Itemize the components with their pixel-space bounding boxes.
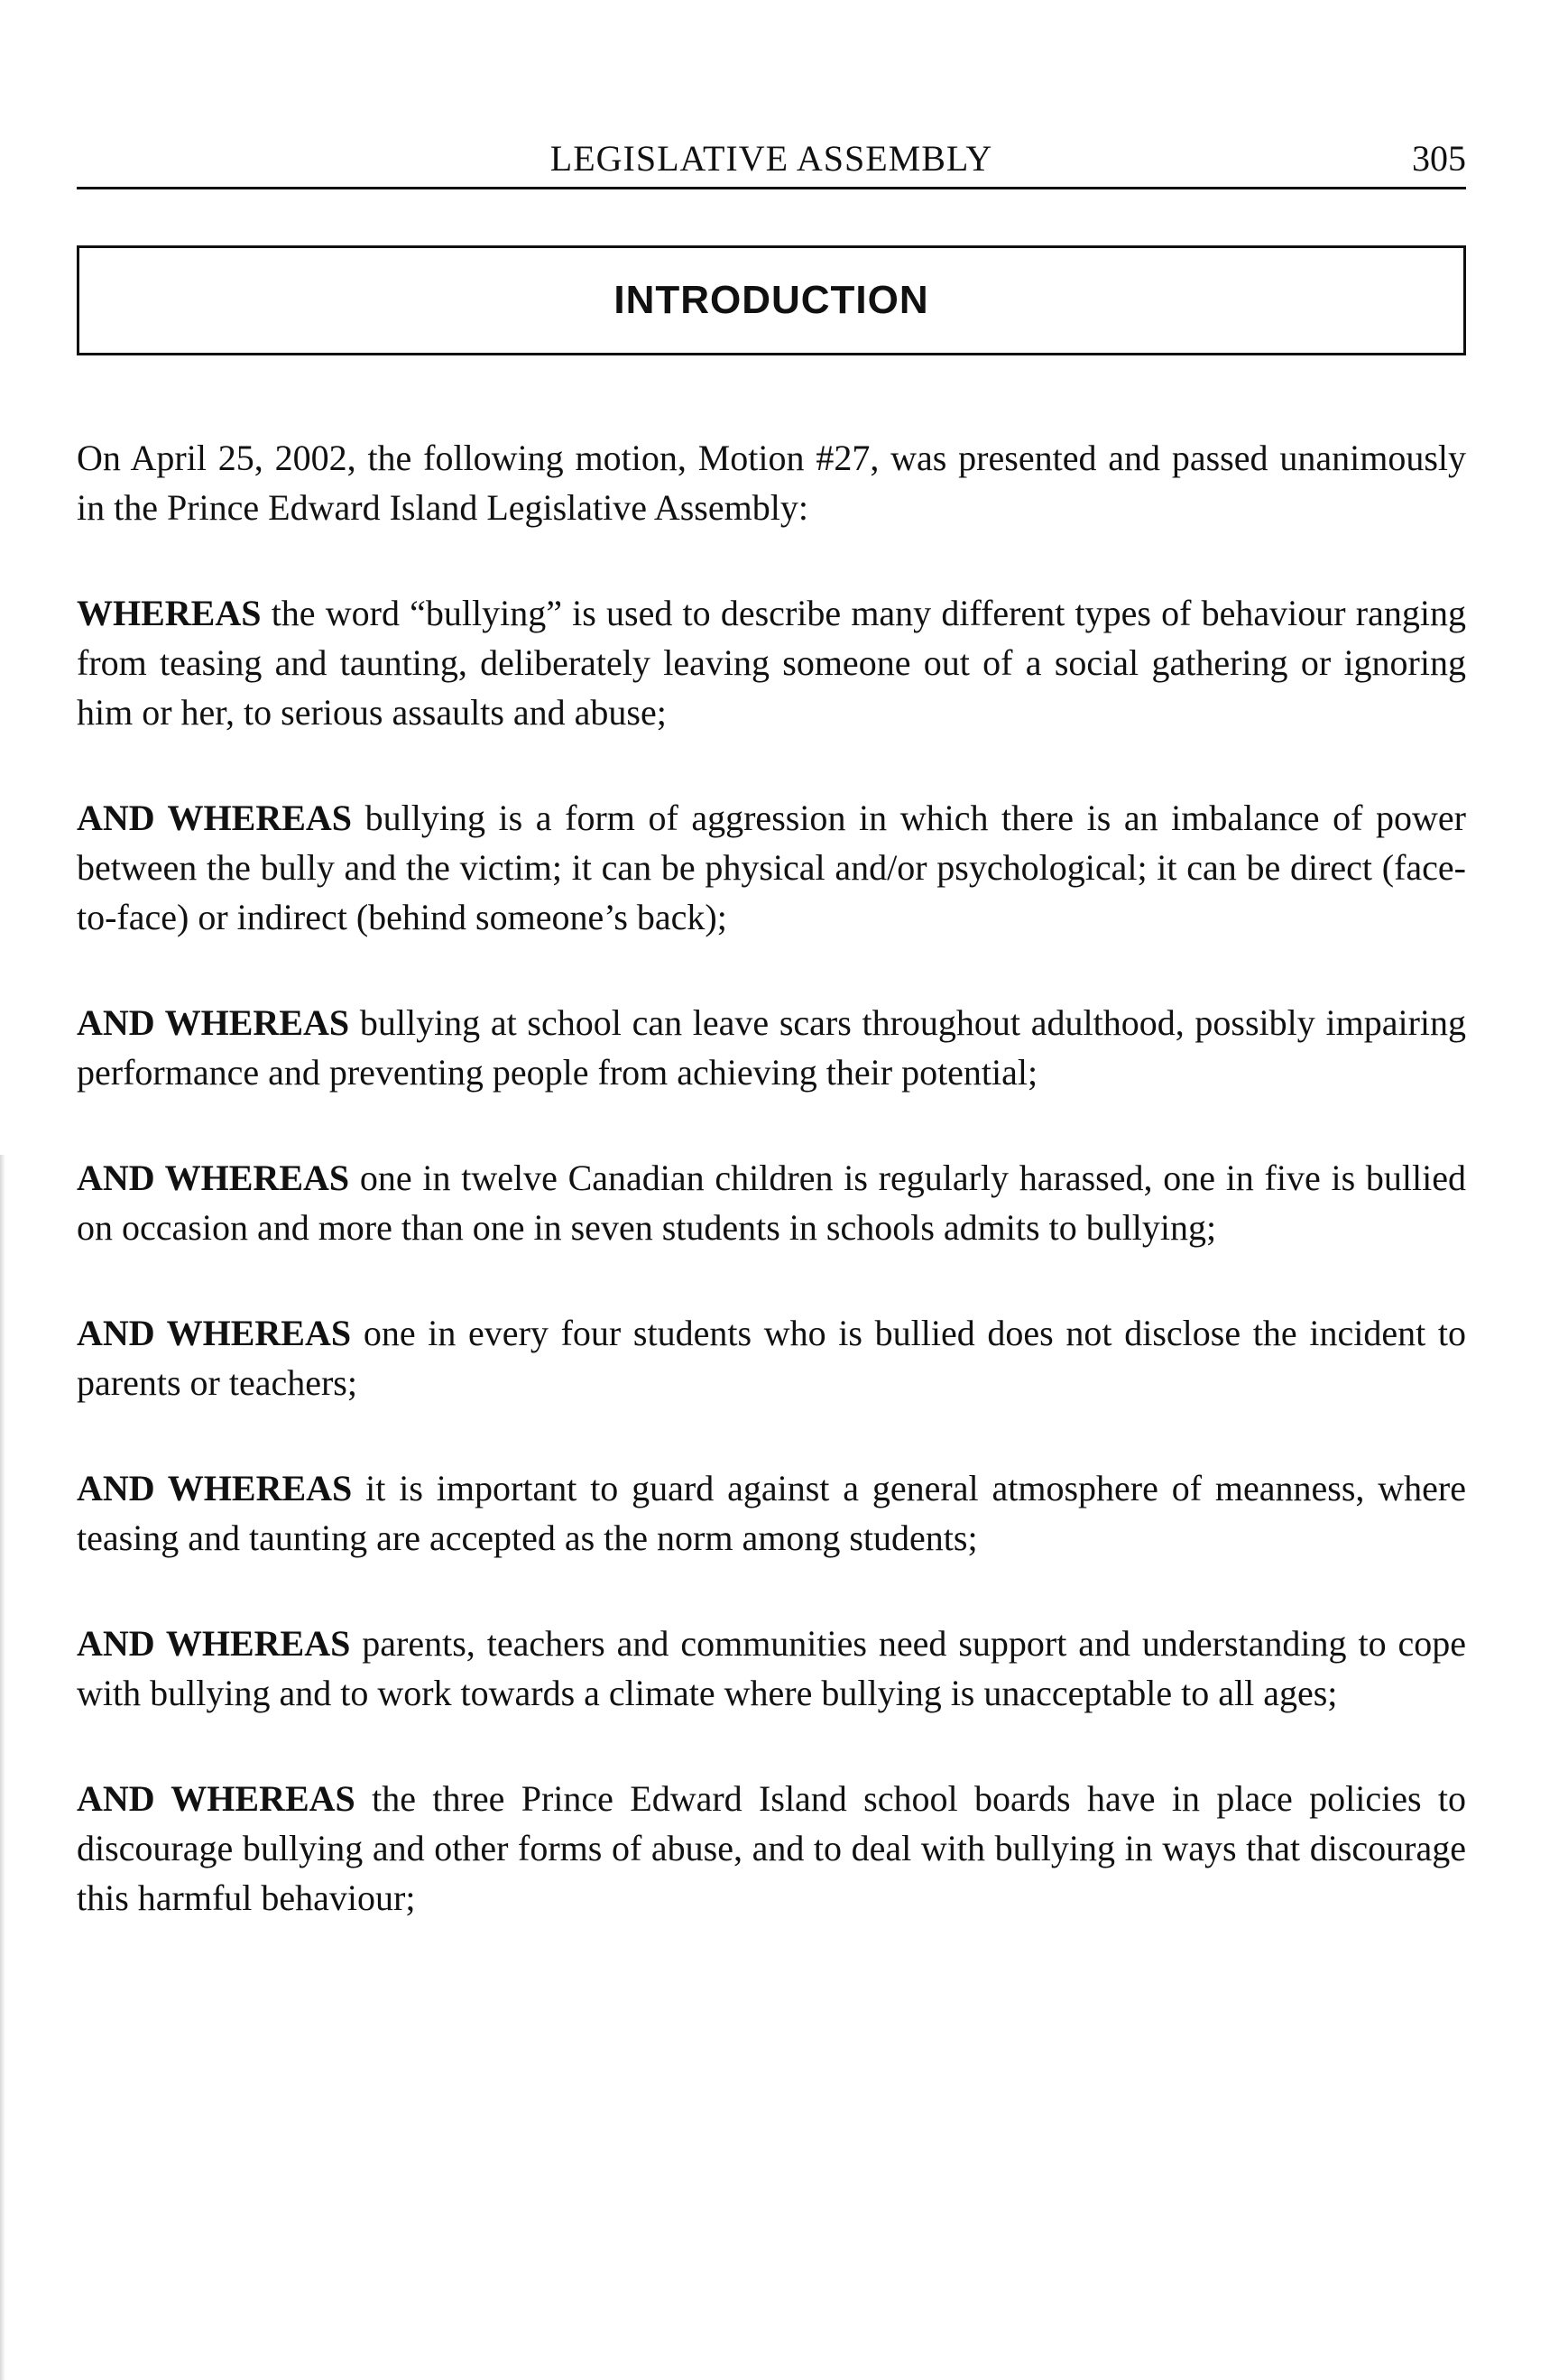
clause-paragraph bbox=[77, 793, 1466, 942]
clause-lead: AND WHEREAS bbox=[77, 798, 353, 838]
clause-lead: AND WHEREAS bbox=[77, 1158, 350, 1198]
clause-paragraph bbox=[77, 1463, 1466, 1563]
section-title-box bbox=[77, 245, 1466, 355]
clause-text: the word “bullying” is used to describe many different types of behaviour ranging from teasing and taunting, deliberately leaving someone out of a social gathering or ignoring him or her, to serious assaults and abuse; bbox=[77, 593, 1466, 733]
clause-paragraph bbox=[77, 1308, 1466, 1407]
clause-paragraph bbox=[77, 1153, 1466, 1252]
clause-paragraph bbox=[77, 1619, 1466, 1718]
page-edge-shadow bbox=[0, 1155, 5, 2380]
clause-text: one in twelve Canadian children is regularly harassed, one in five is bullied on occasion and more than one in seven students in schools admits to bullying; bbox=[77, 1158, 1466, 1248]
clause-lead: AND WHEREAS bbox=[77, 1623, 351, 1664]
clause-lead: AND WHEREAS bbox=[77, 1002, 350, 1043]
clause-text: parents, teachers and communities need support and understanding to cope with bullying and to work towards a climate where bullying is unacceptable to all ages; bbox=[77, 1623, 1466, 1713]
clause-text: one in every four students who is bullied does not disclose the incident to parents or teachers; bbox=[77, 1313, 1466, 1403]
clause-paragraph bbox=[77, 1774, 1466, 1923]
clause-text: it is important to guard against a general atmosphere of meanness, where teasing and taunting are accepted as the norm among students; bbox=[77, 1468, 1466, 1558]
clause-text: bullying is a form of aggression in which there is an imbalance of power between the bully and the victim; it can be physical and/or psychological; it can be direct (face-to-face) or indirect (behind someone’s back); bbox=[77, 798, 1466, 937]
clause-lead: AND WHEREAS bbox=[77, 1313, 352, 1353]
running-title: LEGISLATIVE ASSEMBLY bbox=[549, 138, 993, 179]
clause-text: the three Prince Edward Island school boards have in place policies to discourage bullying and other forms of abuse, and to deal with bullying in ways that discourage this harmful behaviour; bbox=[77, 1778, 1466, 1918]
running-header bbox=[77, 135, 1466, 189]
body-text bbox=[77, 433, 1466, 1979]
clause-lead: WHEREAS bbox=[77, 593, 262, 633]
page-number: 305 bbox=[1412, 138, 1466, 179]
clause-lead: AND WHEREAS bbox=[77, 1778, 355, 1819]
clause-text: bullying at school can leave scars throughout adulthood, possibly impairing performance and preventing people from achieving their potential; bbox=[77, 1002, 1466, 1093]
clause-paragraph bbox=[77, 588, 1466, 737]
clause-paragraph bbox=[77, 998, 1466, 1097]
intro-paragraph: On April 25, 2002, the following motion, Motion #27, was presented and passed unanimously in the Prince Edward Island Legislative Assembly: bbox=[77, 438, 1466, 528]
section-title: INTRODUCTION bbox=[613, 278, 929, 322]
clause-lead: AND WHEREAS bbox=[77, 1468, 353, 1508]
header-rule bbox=[77, 187, 1466, 189]
